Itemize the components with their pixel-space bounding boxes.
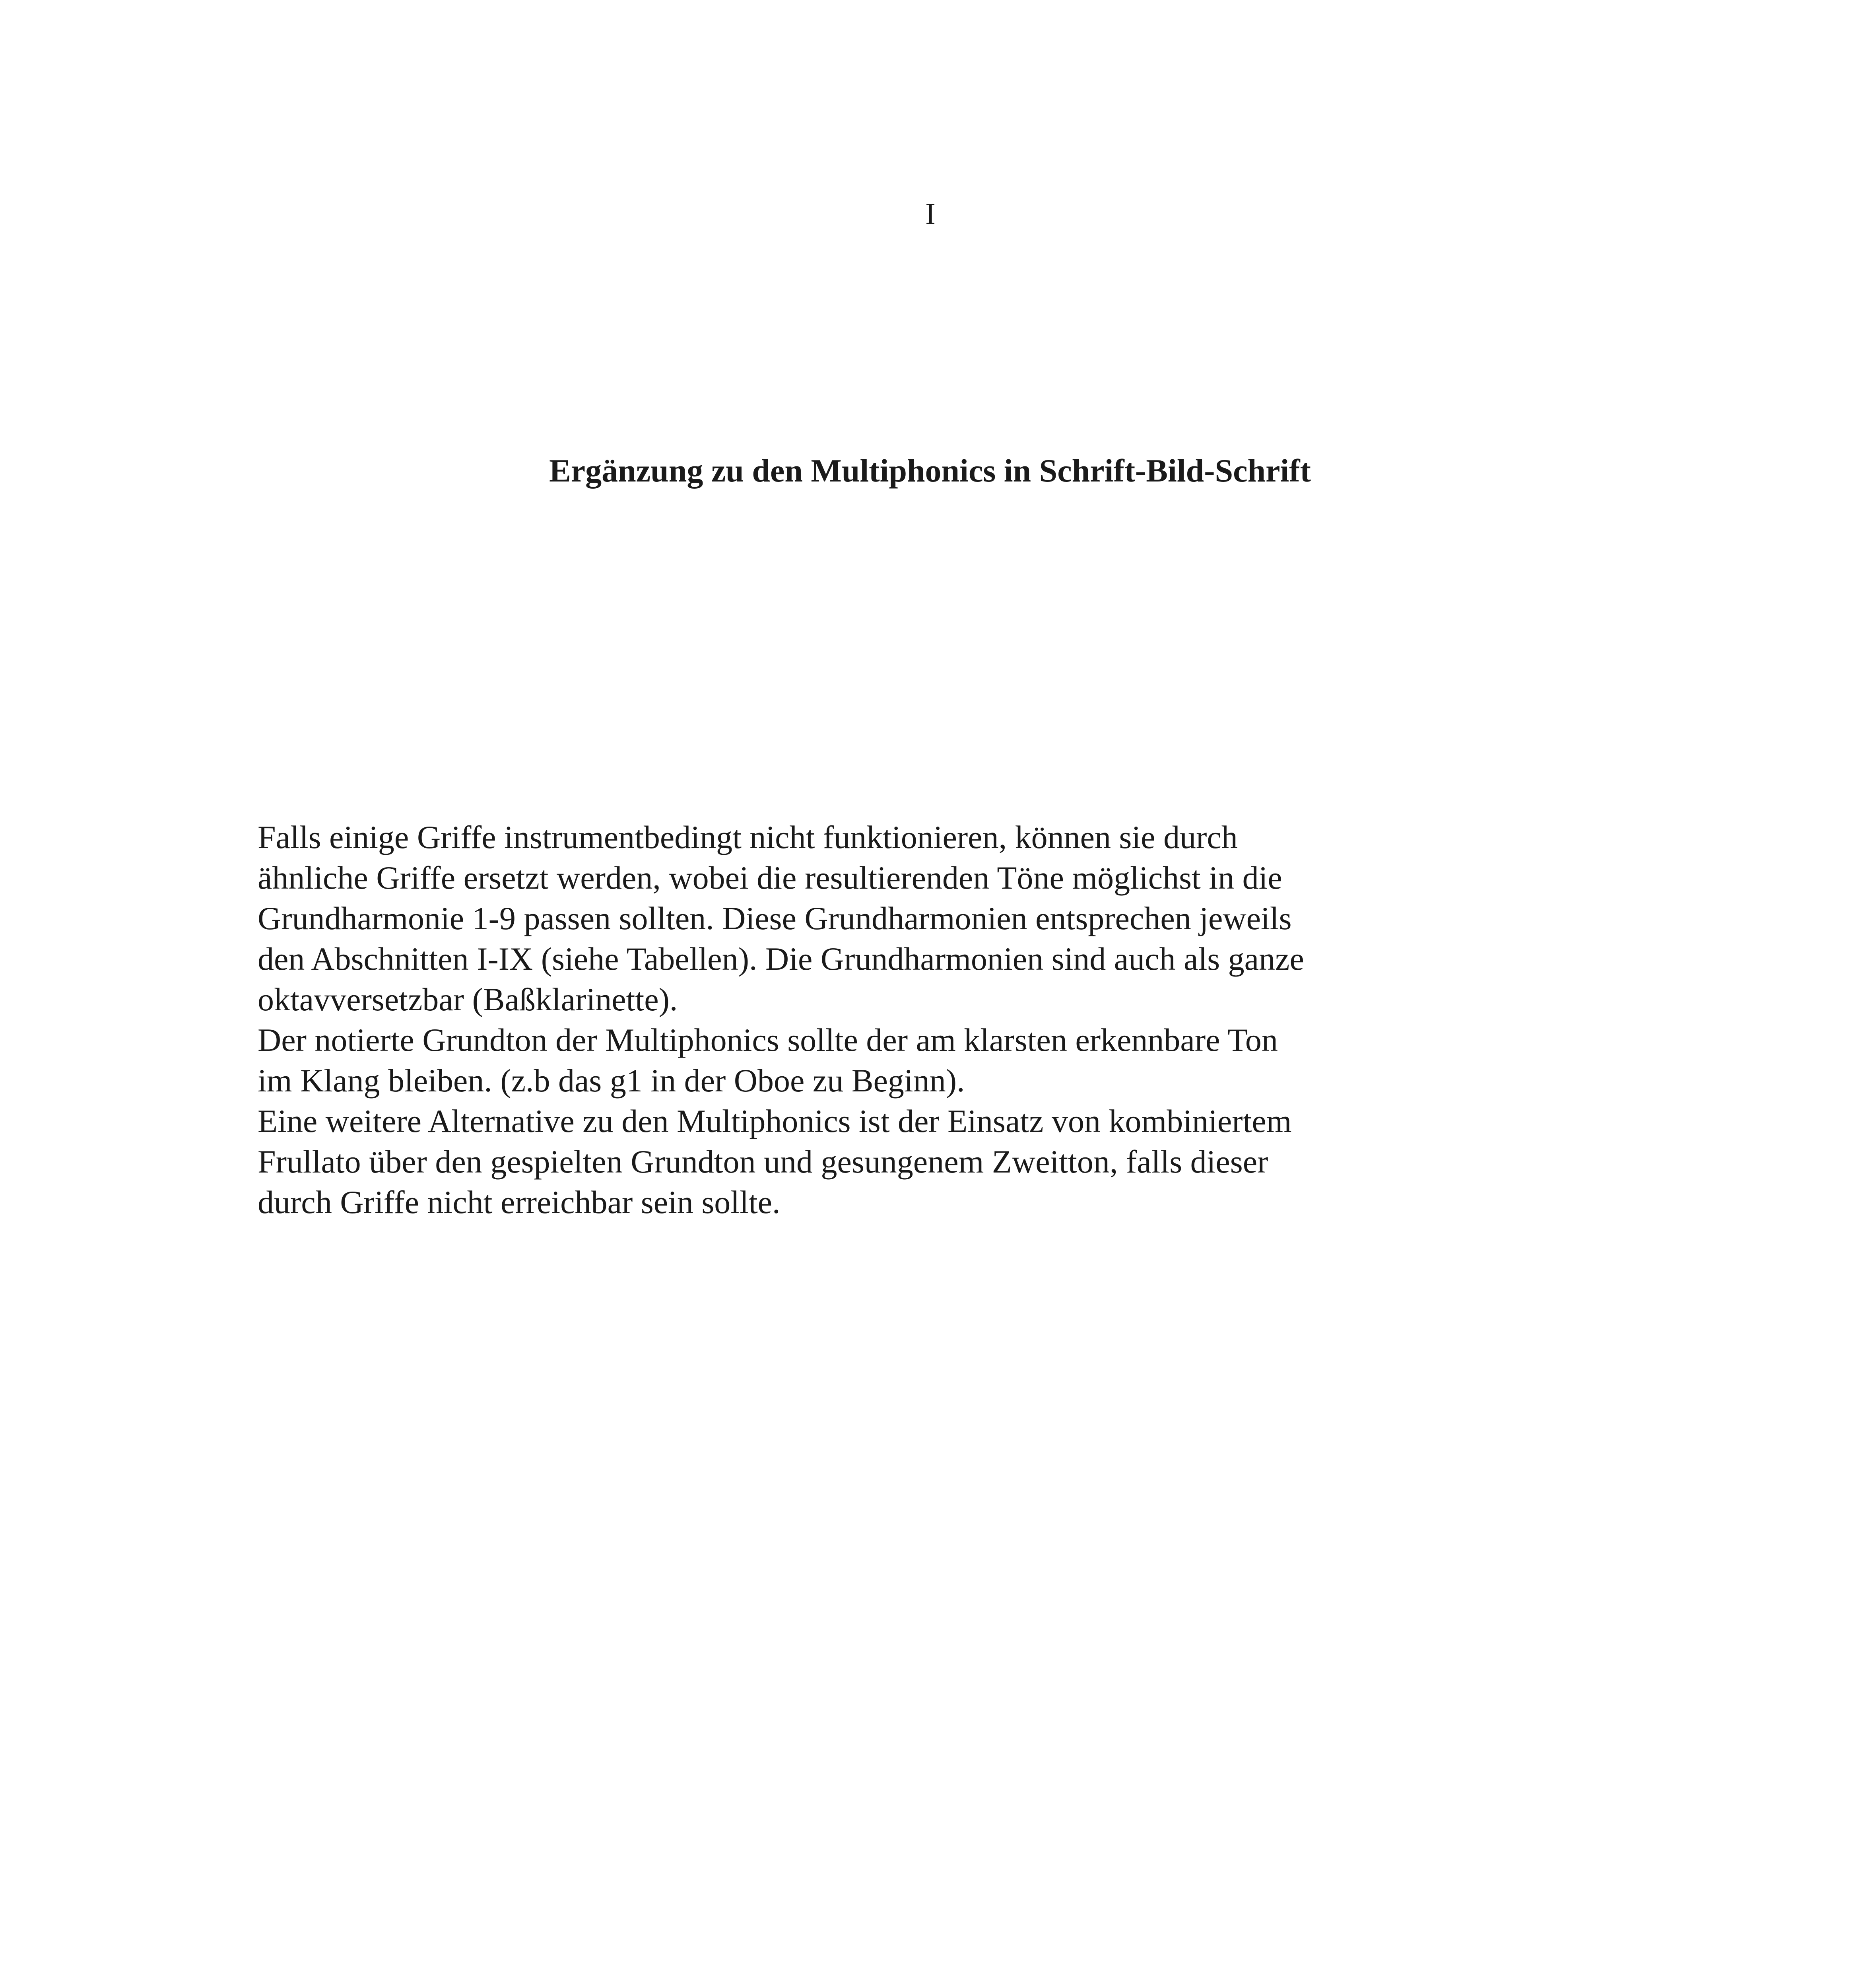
body-line: Eine weitere Alternative zu den Multiphonics ist der Einsatz von kombiniertem (258, 1103, 1292, 1139)
body-line: Frullato über den gespielten Grundton und gesungenem Zweitton, falls dieser (258, 1143, 1268, 1180)
body-paragraph (258, 817, 1411, 1223)
body-line: Falls einige Griffe instrumentbedingt nicht funktionieren, können sie durch (258, 819, 1238, 855)
body-line: im Klang bleiben. (z.b das g1 in der Oboe zu Beginn). (258, 1062, 965, 1099)
body-line: durch Griffe nicht erreichbar sein sollte. (258, 1184, 781, 1220)
page-number: I (925, 197, 936, 231)
body-line: den Abschnitten I-IX (siehe Tabellen). Die Grundharmonien sind auch als ganze (258, 941, 1304, 977)
body-line: ähnliche Griffe ersetzt werden, wobei die resultierenden Töne möglichst in die (258, 860, 1282, 896)
body-line: Der notierte Grundton der Multiphonics sollte der am klarsten erkennbare Ton (258, 1022, 1278, 1058)
body-line: Grundharmonie 1-9 passen sollten. Diese Grundharmonien entsprechen jeweils (258, 900, 1292, 936)
document-title: Ergänzung zu den Multiphonics in Schrift-Bild-Schrift (549, 452, 1311, 489)
body-line: oktavversetzbar (Baßklarinette). (258, 981, 678, 1017)
